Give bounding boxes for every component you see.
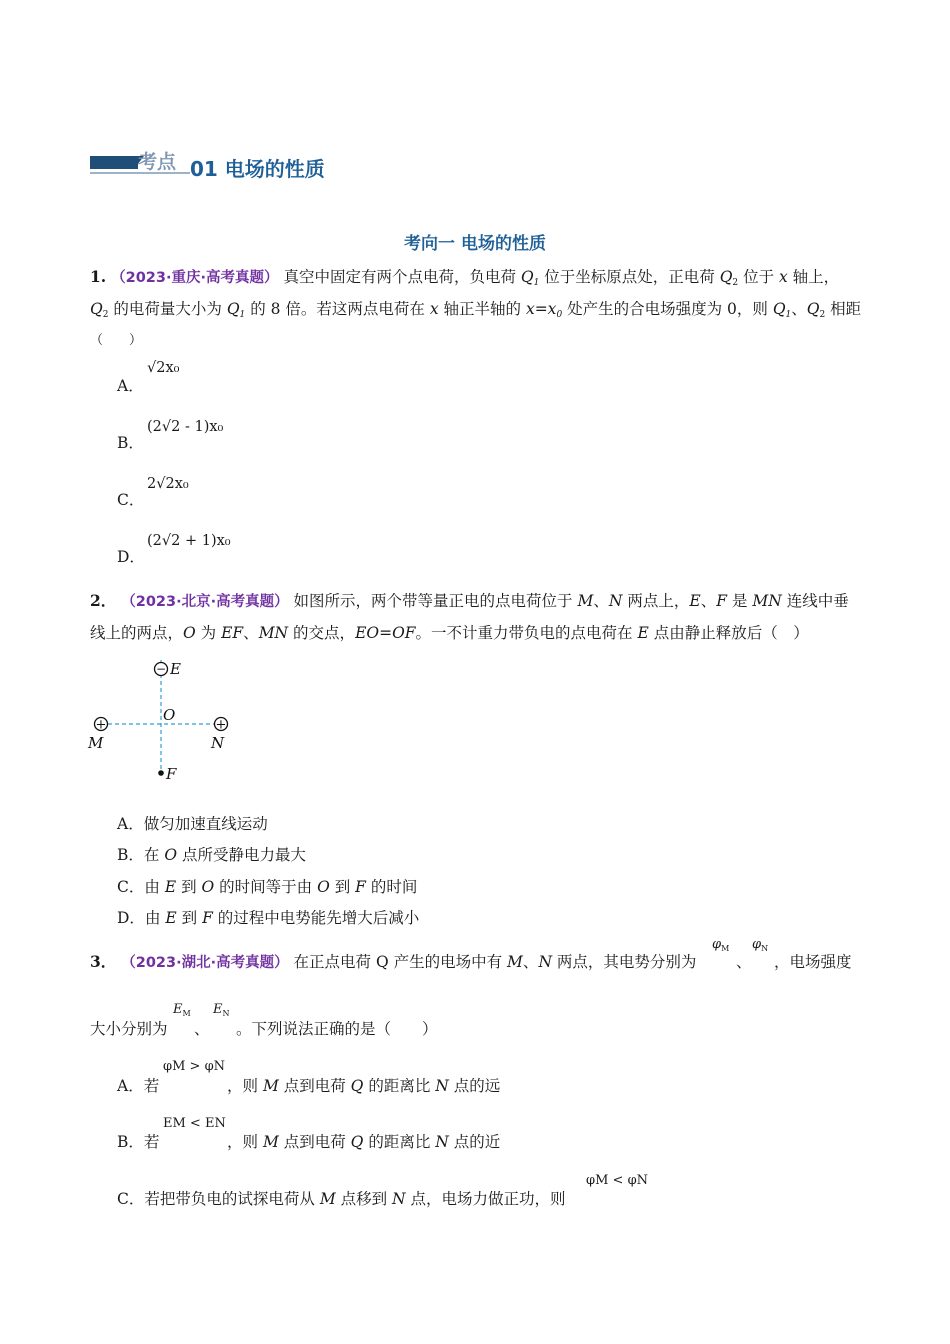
q2-var: N	[608, 592, 623, 610]
q1-sub: 1	[239, 310, 246, 320]
page-title: 01 电场的性质	[190, 157, 325, 181]
option-var: F	[355, 878, 366, 896]
q2-line1	[90, 589, 849, 611]
q3-source: （2023·湖北·高考真题）	[121, 955, 289, 971]
q2-var: EO=OF	[355, 624, 416, 642]
option-var: M	[262, 1133, 279, 1151]
option-text: 点到电荷	[278, 1133, 351, 1151]
q2-text: 。一不计重力带负电的点电荷在	[415, 624, 638, 642]
q3-b-rest	[227, 1130, 500, 1152]
q1-var: Q	[719, 268, 733, 286]
tag-text: 考点	[138, 151, 177, 173]
option-text: 到	[176, 909, 203, 927]
q3-option-c[interactable]	[117, 1187, 566, 1209]
q1-var: Q	[772, 300, 786, 318]
q1-option-a[interactable]	[117, 374, 144, 396]
option-text: 点的远	[448, 1077, 501, 1095]
option-label: B．	[117, 846, 144, 864]
q2-var: O	[183, 624, 196, 642]
option-var: Q	[350, 1077, 364, 1095]
option-var: N	[435, 1133, 449, 1151]
option-text: 的距离比	[363, 1077, 436, 1095]
phi-symbol: φ	[752, 937, 762, 952]
e-symbol: E	[173, 1002, 183, 1017]
option-text: 点移到	[335, 1190, 393, 1208]
option-text: 由	[144, 878, 165, 896]
q3-a-expr: φM > φN	[163, 1059, 226, 1074]
option-text: ，则	[227, 1077, 263, 1095]
option-label: D．	[117, 909, 145, 927]
q2-var: EF	[221, 624, 244, 642]
q1-text: 位于	[738, 268, 779, 286]
q2-var: M	[577, 592, 594, 610]
q1-option-a-expr: √2x₀	[147, 360, 180, 376]
q1-option-b[interactable]	[117, 431, 144, 453]
point-f-dot	[158, 770, 164, 776]
option-label: A．	[117, 815, 144, 833]
q3-option-b[interactable]	[117, 1130, 159, 1152]
q2-line2	[90, 621, 809, 643]
label-e: E	[170, 660, 181, 678]
q1-answer-paren: （ ）	[90, 333, 143, 348]
option-text: 的过程中电势能先增大后减小	[212, 909, 420, 927]
phi-symbol: φ	[712, 937, 722, 952]
q1-line2	[90, 297, 861, 320]
tag-bar-decoration	[90, 156, 138, 169]
q3-sep: 、	[736, 953, 752, 971]
q1-text: 位于坐标原点处，正电荷	[539, 268, 720, 286]
q2-text: 线上的两点，	[90, 624, 184, 642]
option-var: Q	[350, 1133, 364, 1151]
e-symbol: E	[213, 1002, 223, 1017]
option-var: E	[164, 878, 177, 896]
q1-text: 真空中固定有两个点电荷，负电荷	[283, 268, 521, 286]
e-n-symbol	[213, 1002, 230, 1018]
option-text: 的时间等于由	[214, 878, 318, 896]
option-var: O	[201, 878, 215, 896]
q2-var: MN	[258, 624, 289, 642]
q1-text: 、	[791, 300, 807, 318]
q2-text: 点由静止释放后（ ）	[648, 624, 809, 642]
option-text: 点到电荷	[278, 1077, 351, 1095]
q3-text: 在正点电荷 Q 产生的电场中有	[293, 953, 508, 971]
q1-var: Q	[226, 300, 240, 318]
q1-line1	[90, 265, 839, 288]
option-text: 若	[143, 1133, 160, 1151]
option-label: B．	[117, 434, 144, 452]
q1-text: 相距	[825, 300, 862, 318]
q2-figure	[85, 650, 245, 790]
q3-text: 大小分别为	[90, 1020, 168, 1038]
q2-text: 是	[726, 592, 753, 610]
q3-text: 两点，其电势分别为	[552, 953, 697, 971]
option-label: A．	[117, 377, 144, 395]
option-var: O	[317, 878, 330, 896]
q1-source: （2023·重庆·高考真题）	[111, 270, 279, 286]
q1-sub: 1	[785, 310, 792, 320]
q3-line1	[90, 950, 696, 972]
option-label: D．	[117, 548, 145, 566]
q1-text: 的 8 倍。若这两点电荷在	[245, 300, 430, 318]
option-label: C．	[117, 878, 145, 896]
option-var: N	[392, 1190, 406, 1208]
q3-line1-end: ，电场强度	[774, 953, 852, 971]
q2-option-b[interactable]	[117, 843, 306, 865]
q1-var: x	[779, 268, 788, 286]
label-m: M	[88, 734, 104, 752]
q1-number: 1.	[90, 267, 107, 286]
option-text: 到	[176, 878, 202, 896]
label-n: N	[211, 734, 225, 752]
option-label: B．	[117, 1133, 144, 1151]
option-text: 点的近	[448, 1133, 501, 1151]
q3-text: 、	[522, 953, 539, 971]
option-label: A．	[117, 1077, 144, 1095]
q3-c-expr: φM < φN	[586, 1173, 649, 1188]
option-label: C．	[117, 1190, 145, 1208]
plus-sign-n: +	[215, 717, 227, 733]
q3-sep2: 、	[194, 1020, 210, 1038]
subscript: N	[761, 944, 769, 953]
label-o: O	[163, 706, 176, 724]
q2-var: E	[637, 624, 649, 642]
q1-option-c[interactable]	[117, 488, 144, 510]
q2-number: 2．	[90, 591, 117, 610]
q2-text: 、	[243, 624, 259, 642]
q2-var: E	[689, 592, 701, 610]
q1-text: 轴上，	[787, 268, 840, 286]
topic-tag	[90, 150, 200, 180]
option-text: 做匀加速直线运动	[143, 815, 268, 833]
q3-number: 3．	[90, 952, 117, 971]
option-var: M	[262, 1077, 279, 1095]
subscript: M	[182, 1009, 191, 1018]
option-var: N	[435, 1077, 449, 1095]
q1-sub: 2	[732, 278, 739, 288]
q1-var: x	[429, 300, 439, 318]
q1-var: Q	[520, 268, 534, 286]
q2-text: 、	[700, 592, 717, 610]
q3-b-expr: EM < EN	[163, 1116, 226, 1131]
q1-text: 的电荷量大小为	[108, 300, 227, 318]
q2-text: 连线中垂	[781, 592, 849, 610]
q3-line2	[90, 1017, 168, 1039]
q2-text: 为	[195, 624, 222, 642]
subscript: N	[222, 1009, 230, 1018]
label-f: F	[166, 765, 177, 783]
phi-m-symbol	[712, 937, 729, 953]
subscript: M	[721, 944, 730, 953]
q1-sub: 2	[102, 310, 109, 320]
option-label: C．	[117, 491, 145, 509]
section-title: 考向一 电场的性质	[404, 234, 546, 254]
q1-sub: 1	[533, 278, 540, 288]
option-text: 若把带负电的试探电荷从	[144, 1190, 320, 1208]
q1-option-b-expr: (2√2 - 1)x₀	[147, 419, 224, 435]
q1-var: Q	[90, 300, 103, 318]
q3-option-a[interactable]	[117, 1074, 159, 1096]
option-var: E	[165, 909, 177, 927]
q3-a-rest	[227, 1074, 500, 1096]
option-text: 的距离比	[363, 1133, 436, 1151]
q2-text: 的交点，	[288, 624, 356, 642]
option-text: 由	[144, 909, 166, 927]
q2-option-c[interactable]	[117, 875, 417, 897]
q2-var: F	[716, 592, 727, 610]
option-text: 到	[329, 878, 356, 896]
q1-var: Q	[806, 300, 820, 318]
q1-sub: 2	[819, 310, 826, 320]
option-text: 点，电场力做正功，则	[405, 1190, 566, 1208]
q2-text: 两点上，	[622, 592, 690, 610]
option-text: ，则	[227, 1133, 263, 1151]
q2-option-d[interactable]	[117, 906, 419, 928]
q2-text: 如图所示，两个带等量正电的点电荷位于	[293, 592, 578, 610]
q1-option-d[interactable]	[117, 545, 145, 567]
option-var: O	[164, 846, 178, 864]
plus-sign-m: +	[95, 717, 107, 733]
e-m-symbol	[173, 1002, 191, 1018]
minus-sign: −	[155, 662, 167, 676]
q2-text: 、	[593, 592, 609, 610]
q1-var: x=x	[525, 300, 557, 318]
q2-option-a[interactable]	[117, 812, 268, 834]
option-var: F	[202, 909, 213, 927]
phi-n-symbol	[752, 937, 768, 953]
q3-var: N	[538, 953, 552, 971]
q1-sub: 0	[556, 310, 563, 320]
option-text: 的时间	[365, 878, 418, 896]
q3-line2-end: 。下列说法正确的是（ ）	[236, 1020, 438, 1038]
q1-option-c-expr: 2√2x₀	[147, 476, 189, 492]
q2-var: MN	[752, 592, 782, 610]
option-text: 点所受静电力最大	[177, 846, 306, 864]
q1-text: 处产生的合电场强度为 0，则	[562, 300, 773, 318]
q3-var: M	[507, 953, 523, 971]
option-text: 若	[143, 1077, 160, 1095]
q1-option-d-expr: (2√2 + 1)x₀	[147, 533, 231, 549]
option-var: M	[319, 1190, 336, 1208]
q1-text: 轴正半轴的	[438, 300, 526, 318]
option-text: 在	[143, 846, 165, 864]
q2-source: （2023·北京·高考真题）	[121, 594, 289, 610]
